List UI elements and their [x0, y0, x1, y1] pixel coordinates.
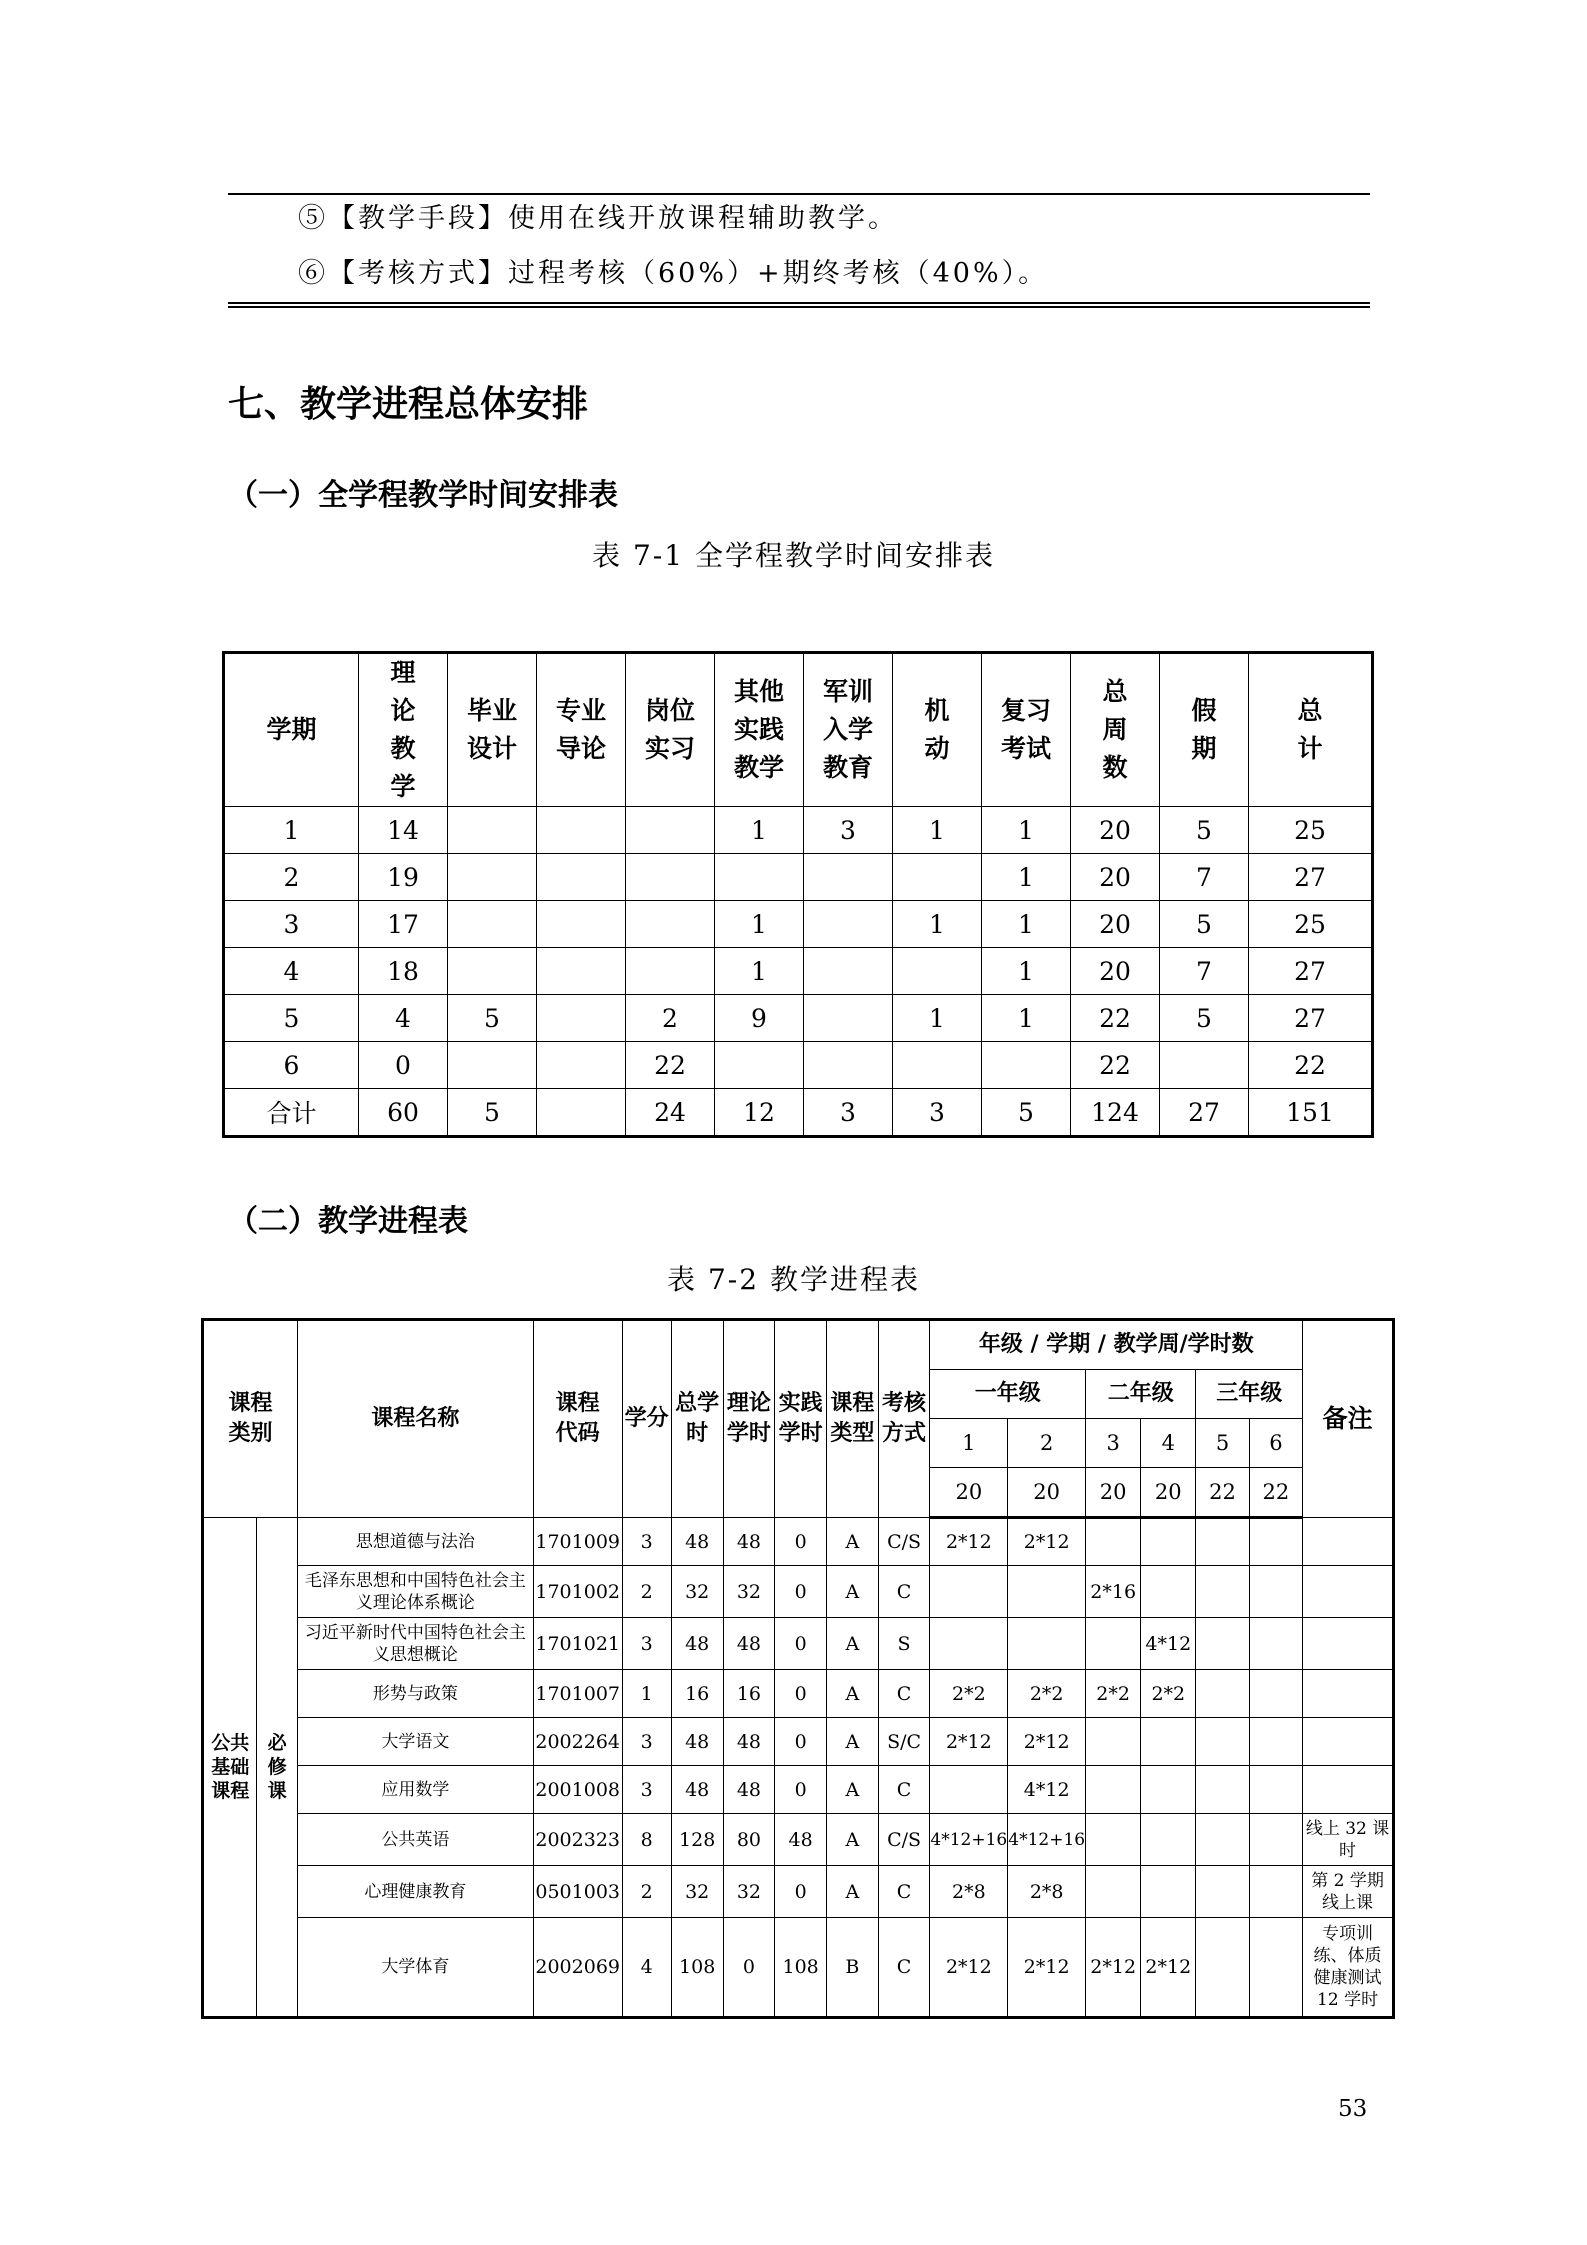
- table2-cell: 0: [775, 1718, 827, 1766]
- table2-cell: 2002069: [533, 1918, 622, 2018]
- semester-hours-cell: 4*12+16: [930, 1814, 1008, 1866]
- th-semester: 4: [1141, 1419, 1196, 1468]
- th-total-hours: 总学时: [671, 1320, 723, 1518]
- table1-cell: 27: [1249, 995, 1373, 1042]
- th-semester: 2: [1008, 1419, 1086, 1468]
- top-rule: [228, 193, 1370, 195]
- semester-hours-cell: 2*12: [1008, 1918, 1086, 2018]
- table1-cell: 0: [359, 1042, 448, 1089]
- table1-cell: 22: [1071, 995, 1160, 1042]
- table1-cell: 22: [626, 1042, 715, 1089]
- semester-hours-cell: [930, 1766, 1008, 1814]
- semester-hours-cell: [1196, 1670, 1249, 1718]
- table2-cell: 1701021: [533, 1618, 622, 1670]
- table1-cell: 5: [448, 1089, 537, 1137]
- table1-cell: 5: [1160, 901, 1249, 948]
- semester-hours-cell: [1196, 1718, 1249, 1766]
- table2-cell: 32: [723, 1866, 775, 1918]
- table1-cell: 12: [715, 1089, 804, 1137]
- table2-cell: 2002264: [533, 1718, 622, 1766]
- semester-hours-cell: 2*12: [930, 1918, 1008, 2018]
- table2-cell: S: [878, 1618, 930, 1670]
- remarks-cell: [1303, 1766, 1394, 1814]
- teaching-means-item: ⑤【教学手段】使用在线开放课程辅助教学。: [298, 203, 898, 234]
- table2-cell: 3: [622, 1518, 671, 1566]
- semester-hours-cell: [1249, 1618, 1302, 1670]
- table2-cell: 2: [622, 1866, 671, 1918]
- remarks-cell: [1303, 1566, 1394, 1618]
- remarks-cell: [1303, 1670, 1394, 1718]
- th-teaching-weeks: 20: [1141, 1468, 1196, 1518]
- semester-hours-cell: 2*12: [1008, 1518, 1086, 1566]
- table1-cell: [537, 854, 626, 901]
- table2-cell: 1701002: [533, 1566, 622, 1618]
- table1-cell: 5: [982, 1089, 1071, 1137]
- semester-hours-cell: [1196, 1618, 1249, 1670]
- th-remarks: 备注: [1303, 1320, 1394, 1518]
- table2-cell: C: [878, 1670, 930, 1718]
- table2-cell: 1701007: [533, 1670, 622, 1718]
- table2-cell: S/C: [878, 1718, 930, 1766]
- table1-cell: 2: [626, 995, 715, 1042]
- course-name-cell: 思想道德与法治: [297, 1518, 533, 1566]
- table1-cell: 19: [359, 854, 448, 901]
- semester-hours-cell: 2*16: [1086, 1566, 1141, 1618]
- subsection-title-2: （二）教学进程表: [228, 1204, 468, 1239]
- semester-hours-cell: [1196, 1814, 1249, 1866]
- th-theory-hours: 理论学时: [723, 1320, 775, 1518]
- semester-hours-cell: [1141, 1566, 1196, 1618]
- table2-cell: C: [878, 1866, 930, 1918]
- table2-row: [203, 1766, 1394, 1814]
- table2-cell: 48: [723, 1766, 775, 1814]
- remarks-cell: [1303, 1618, 1394, 1670]
- table1-cell: [982, 1042, 1071, 1089]
- bottom-rule-1: [228, 302, 1370, 304]
- table1-cell: 1: [715, 948, 804, 995]
- th-teaching-weeks: 20: [1008, 1468, 1086, 1518]
- th-exam-method: 考核方式: [878, 1320, 930, 1518]
- table1-cell: 3: [804, 1089, 893, 1137]
- table1-cell: [893, 1042, 982, 1089]
- table2-cell: 3: [622, 1766, 671, 1814]
- table1-cell: 25: [1249, 807, 1373, 854]
- table1-cell: 27: [1160, 1089, 1249, 1137]
- table1-cell: [804, 948, 893, 995]
- table2-cell: 0: [723, 1918, 775, 2018]
- table1-header-row: [224, 653, 1373, 807]
- table1-cell: 24: [626, 1089, 715, 1137]
- table2-row: [203, 1866, 1394, 1918]
- table1-cell: [893, 854, 982, 901]
- table1-cell: 1: [715, 807, 804, 854]
- course-name-cell: 形势与政策: [297, 1670, 533, 1718]
- th-practice-hours: 实践学时: [775, 1320, 827, 1518]
- table1-row: [224, 854, 1373, 901]
- th-year-3: 三年级: [1196, 1370, 1303, 1419]
- table1-cell: 1: [982, 807, 1071, 854]
- semester-hours-cell: 2*12: [930, 1518, 1008, 1566]
- course-name-cell: 大学体育: [297, 1918, 533, 2018]
- assessment-item: ⑥【考核方式】过程考核（60%）+期终考核（40%）。: [298, 258, 1049, 289]
- table1-cell: 6: [224, 1042, 359, 1089]
- table2-cell: 108: [775, 1918, 827, 2018]
- table1-cell: 20: [1071, 948, 1160, 995]
- th-internship: 岗位实习: [626, 653, 715, 807]
- table1-cell: 1: [893, 995, 982, 1042]
- table1-cell: [715, 1042, 804, 1089]
- th-year-1: 一年级: [930, 1370, 1086, 1419]
- table1-cell: [804, 901, 893, 948]
- semester-hours-cell: 2*12: [1008, 1718, 1086, 1766]
- semester-hours-cell: [1008, 1618, 1086, 1670]
- table1-cell: 5: [1160, 807, 1249, 854]
- semester-hours-cell: [1141, 1766, 1196, 1814]
- table1-cell: 27: [1249, 948, 1373, 995]
- th-course-name: 课程名称: [297, 1320, 533, 1518]
- remarks-cell: 线上 32 课时: [1303, 1814, 1394, 1866]
- table1-cell: 1: [982, 901, 1071, 948]
- semester-hours-cell: [1249, 1518, 1302, 1566]
- table2-cell: 80: [723, 1814, 775, 1866]
- semester-hours-cell: 2*2: [1086, 1670, 1141, 1718]
- semester-hours-cell: [1086, 1866, 1141, 1918]
- remarks-cell: 专项训练、体质健康测试 12 学时: [1303, 1918, 1394, 2018]
- table1-cell: 17: [359, 901, 448, 948]
- table2-caption: 表 7-2 教学进程表: [667, 1263, 920, 1296]
- table1-cell: 4: [359, 995, 448, 1042]
- semester-hours-cell: 2*12: [1086, 1918, 1141, 2018]
- page-number: 53: [1338, 2096, 1368, 2122]
- table1-cell: [537, 995, 626, 1042]
- semester-hours-cell: [1249, 1766, 1302, 1814]
- table1-row: [224, 1042, 1373, 1089]
- semester-hours-cell: [1196, 1566, 1249, 1618]
- table1-cell: [715, 854, 804, 901]
- table2-cell: 3: [622, 1618, 671, 1670]
- table1-cell: 9: [715, 995, 804, 1042]
- semester-hours-cell: [1086, 1814, 1141, 1866]
- semester-hours-cell: [1141, 1866, 1196, 1918]
- table2-cell: C/S: [878, 1814, 930, 1866]
- table2-cell: C/S: [878, 1518, 930, 1566]
- table1-cell: 2: [224, 854, 359, 901]
- th-graduation-design: 毕业设计: [448, 653, 537, 807]
- table2-cell: A: [826, 1670, 878, 1718]
- table1-cell: 27: [1249, 854, 1373, 901]
- semester-hours-cell: [1249, 1814, 1302, 1866]
- th-teaching-weeks: 20: [930, 1468, 1008, 1518]
- course-name-cell: 大学语文: [297, 1718, 533, 1766]
- semester-hours-cell: [1249, 1718, 1302, 1766]
- table1-cell: 1: [224, 807, 359, 854]
- bottom-rule-2: [228, 306, 1370, 308]
- table1-cell: 20: [1071, 901, 1160, 948]
- semester-hours-cell: [1086, 1618, 1141, 1670]
- course-name-cell: 应用数学: [297, 1766, 533, 1814]
- semester-hours-cell: [930, 1566, 1008, 1618]
- table2-cell: 48: [723, 1518, 775, 1566]
- table1-caption: 表 7-1 全学程教学时间安排表: [592, 539, 995, 572]
- table2-cell: 4: [622, 1918, 671, 2018]
- remarks-cell: [1303, 1718, 1394, 1766]
- semester-hours-cell: 2*8: [930, 1866, 1008, 1918]
- table2-cell: 1701009: [533, 1518, 622, 1566]
- table2-row: [203, 1618, 1394, 1670]
- table2-cell: A: [826, 1718, 878, 1766]
- table2-row: [203, 1814, 1394, 1866]
- semester-hours-cell: [1141, 1718, 1196, 1766]
- table1-cell: 18: [359, 948, 448, 995]
- table1-cell: [626, 807, 715, 854]
- table2-cell: A: [826, 1618, 878, 1670]
- table2-cell: 8: [622, 1814, 671, 1866]
- table2-cell: 0501003: [533, 1866, 622, 1918]
- th-grade-semester: 年级 / 学期 / 教学周/学时数: [930, 1320, 1303, 1370]
- th-course-code: 课程代码: [533, 1320, 622, 1518]
- table1-cell: [893, 948, 982, 995]
- table1-cell: 1: [715, 901, 804, 948]
- course-name-cell: 心理健康教育: [297, 1866, 533, 1918]
- th-military-training: 军训入学教育: [804, 653, 893, 807]
- category-public-basic: 公共基础课程: [203, 1518, 257, 2018]
- table2-cell: 48: [671, 1766, 723, 1814]
- table1-cell: 1: [982, 948, 1071, 995]
- th-year-2: 二年级: [1086, 1370, 1196, 1419]
- table2-cell: C: [878, 1766, 930, 1814]
- semester-hours-cell: 4*12: [1008, 1766, 1086, 1814]
- table2-row: [203, 1670, 1394, 1718]
- table2-cell: C: [878, 1918, 930, 2018]
- th-review-exam: 复习考试: [982, 653, 1071, 807]
- semester-hours-cell: [1249, 1566, 1302, 1618]
- table1-cell: [537, 948, 626, 995]
- course-name-cell: 习近平新时代中国特色社会主义思想概论: [297, 1618, 533, 1670]
- semester-hours-cell: [1249, 1670, 1302, 1718]
- th-semester: 3: [1086, 1419, 1141, 1468]
- th-theory: 理论教学: [359, 653, 448, 807]
- th-total-weeks: 总周数: [1071, 653, 1160, 807]
- table1-cell: 合计: [224, 1089, 359, 1137]
- semester-hours-cell: [1249, 1866, 1302, 1918]
- table2-cell: 3: [622, 1718, 671, 1766]
- table1-cell: 5: [448, 995, 537, 1042]
- th-teaching-weeks: 22: [1249, 1468, 1302, 1518]
- table2-row: [203, 1718, 1394, 1766]
- th-other-practice: 其他实践教学: [715, 653, 804, 807]
- course-name-cell: 毛泽东思想和中国特色社会主义理论体系概论: [297, 1566, 533, 1618]
- table1-row: [224, 1089, 1373, 1137]
- table2-cell: 32: [671, 1866, 723, 1918]
- th-holiday: 假期: [1160, 653, 1249, 807]
- semester-hours-cell: [1086, 1718, 1141, 1766]
- th-course-type: 课程类型: [826, 1320, 878, 1518]
- th-credits: 学分: [622, 1320, 671, 1518]
- table1-cell: [448, 854, 537, 901]
- th-major-intro: 专业导论: [537, 653, 626, 807]
- table1-cell: [537, 807, 626, 854]
- th-semester: 6: [1249, 1419, 1302, 1468]
- table2-cell: B: [826, 1918, 878, 2018]
- table2-cell: 0: [775, 1618, 827, 1670]
- th-course-category: 课程类别: [203, 1320, 298, 1518]
- table1-cell: 1: [982, 995, 1071, 1042]
- table2-row: [203, 1566, 1394, 1618]
- table2-cell: 128: [671, 1814, 723, 1866]
- table2-cell: 16: [671, 1670, 723, 1718]
- table2-cell: 48: [775, 1814, 827, 1866]
- table1-cell: 7: [1160, 948, 1249, 995]
- table1-cell: 7: [1160, 854, 1249, 901]
- semester-hours-cell: [1249, 1918, 1302, 2018]
- table1-cell: 3: [224, 901, 359, 948]
- table2-cell: 108: [671, 1918, 723, 2018]
- table2-cell: 0: [775, 1766, 827, 1814]
- table1-cell: [804, 995, 893, 1042]
- table1-cell: [448, 948, 537, 995]
- table2-cell: 0: [775, 1566, 827, 1618]
- th-teaching-weeks: 22: [1196, 1468, 1249, 1518]
- table2-cell: 0: [775, 1670, 827, 1718]
- table1-cell: 151: [1249, 1089, 1373, 1137]
- table2-cell: 48: [723, 1718, 775, 1766]
- table1-cell: 22: [1071, 1042, 1160, 1089]
- table1-cell: 14: [359, 807, 448, 854]
- table2-cell: 32: [671, 1566, 723, 1618]
- table2-cell: A: [826, 1566, 878, 1618]
- table2-cell: A: [826, 1866, 878, 1918]
- table1-cell: [804, 1042, 893, 1089]
- table2-cell: 32: [723, 1566, 775, 1618]
- semester-hours-cell: [1196, 1866, 1249, 1918]
- table2-cell: 48: [723, 1618, 775, 1670]
- semester-hours-cell: 2*2: [1141, 1670, 1196, 1718]
- table1-cell: 22: [1249, 1042, 1373, 1089]
- th-semester: 1: [930, 1419, 1008, 1468]
- remarks-cell: 第 2 学期线上课: [1303, 1866, 1394, 1918]
- semester-hours-cell: [1141, 1518, 1196, 1566]
- remarks-cell: [1303, 1518, 1394, 1566]
- table1-cell: [448, 901, 537, 948]
- table1-cell: [537, 901, 626, 948]
- table1-row: [224, 807, 1373, 854]
- table2-row: [203, 1518, 1394, 1566]
- table1-cell: [626, 901, 715, 948]
- table2-cell: C: [878, 1566, 930, 1618]
- semester-hours-cell: [1086, 1766, 1141, 1814]
- table1-cell: 4: [224, 948, 359, 995]
- subsection-title-1: （一）全学程教学时间安排表: [228, 478, 618, 513]
- table2-cell: 48: [671, 1618, 723, 1670]
- category-compulsory: 必修课: [257, 1518, 298, 2018]
- table2-cell: A: [826, 1518, 878, 1566]
- table1-row: [224, 948, 1373, 995]
- table2-cell: 48: [671, 1718, 723, 1766]
- table2-cell: 0: [775, 1866, 827, 1918]
- table1-cell: 5: [1160, 995, 1249, 1042]
- semester-hours-cell: 2*12: [1141, 1918, 1196, 2018]
- course-name-cell: 公共英语: [297, 1814, 533, 1866]
- table2-cell: 2002323: [533, 1814, 622, 1866]
- th-flexible: 机动: [893, 653, 982, 807]
- table2-cell: 0: [775, 1518, 827, 1566]
- semester-hours-cell: [1141, 1814, 1196, 1866]
- semester-hours-cell: 4*12+16: [1008, 1814, 1086, 1866]
- table1-cell: 20: [1071, 807, 1160, 854]
- table2-cell: A: [826, 1814, 878, 1866]
- semester-hours-cell: [930, 1618, 1008, 1670]
- time-schedule-table: [222, 651, 1374, 1138]
- table1-cell: 25: [1249, 901, 1373, 948]
- semester-hours-cell: [1196, 1518, 1249, 1566]
- table1-cell: [626, 854, 715, 901]
- semester-hours-cell: 2*2: [930, 1670, 1008, 1718]
- table1-cell: [448, 1042, 537, 1089]
- table2-cell: 16: [723, 1670, 775, 1718]
- table1-cell: [1160, 1042, 1249, 1089]
- semester-hours-cell: 4*12: [1141, 1618, 1196, 1670]
- table1-row: [224, 901, 1373, 948]
- table1-cell: [537, 1042, 626, 1089]
- table1-cell: [804, 854, 893, 901]
- th-semester: 5: [1196, 1419, 1249, 1468]
- table2-row: [203, 1918, 1394, 2018]
- semester-hours-cell: [1086, 1518, 1141, 1566]
- table1-cell: 3: [804, 807, 893, 854]
- table1-cell: [626, 948, 715, 995]
- table1-cell: 1: [893, 901, 982, 948]
- table2-cell: 48: [671, 1518, 723, 1566]
- semester-hours-cell: [1196, 1918, 1249, 2018]
- table1-cell: 1: [982, 854, 1071, 901]
- table2-cell: 2001008: [533, 1766, 622, 1814]
- semester-hours-cell: 2*2: [1008, 1670, 1086, 1718]
- th-grand-total: 总计: [1249, 653, 1373, 807]
- section-title: 七、教学进程总体安排: [228, 384, 589, 425]
- table2-cell: 1: [622, 1670, 671, 1718]
- table1-cell: 60: [359, 1089, 448, 1137]
- th-term: 学期: [224, 653, 359, 807]
- table1-cell: 1: [893, 807, 982, 854]
- th-teaching-weeks: 20: [1086, 1468, 1141, 1518]
- table1-cell: 20: [1071, 854, 1160, 901]
- table1-cell: 3: [893, 1089, 982, 1137]
- semester-hours-cell: [1008, 1566, 1086, 1618]
- semester-hours-cell: [1196, 1766, 1249, 1814]
- semester-hours-cell: 2*12: [930, 1718, 1008, 1766]
- table1-cell: 124: [1071, 1089, 1160, 1137]
- table1-row: [224, 995, 1373, 1042]
- table1-cell: [537, 1089, 626, 1137]
- table1-cell: [448, 807, 537, 854]
- teaching-progress-table: [201, 1318, 1395, 2019]
- table1-cell: 5: [224, 995, 359, 1042]
- semester-hours-cell: 2*8: [1008, 1866, 1086, 1918]
- table2-cell: 2: [622, 1566, 671, 1618]
- table2-cell: A: [826, 1766, 878, 1814]
